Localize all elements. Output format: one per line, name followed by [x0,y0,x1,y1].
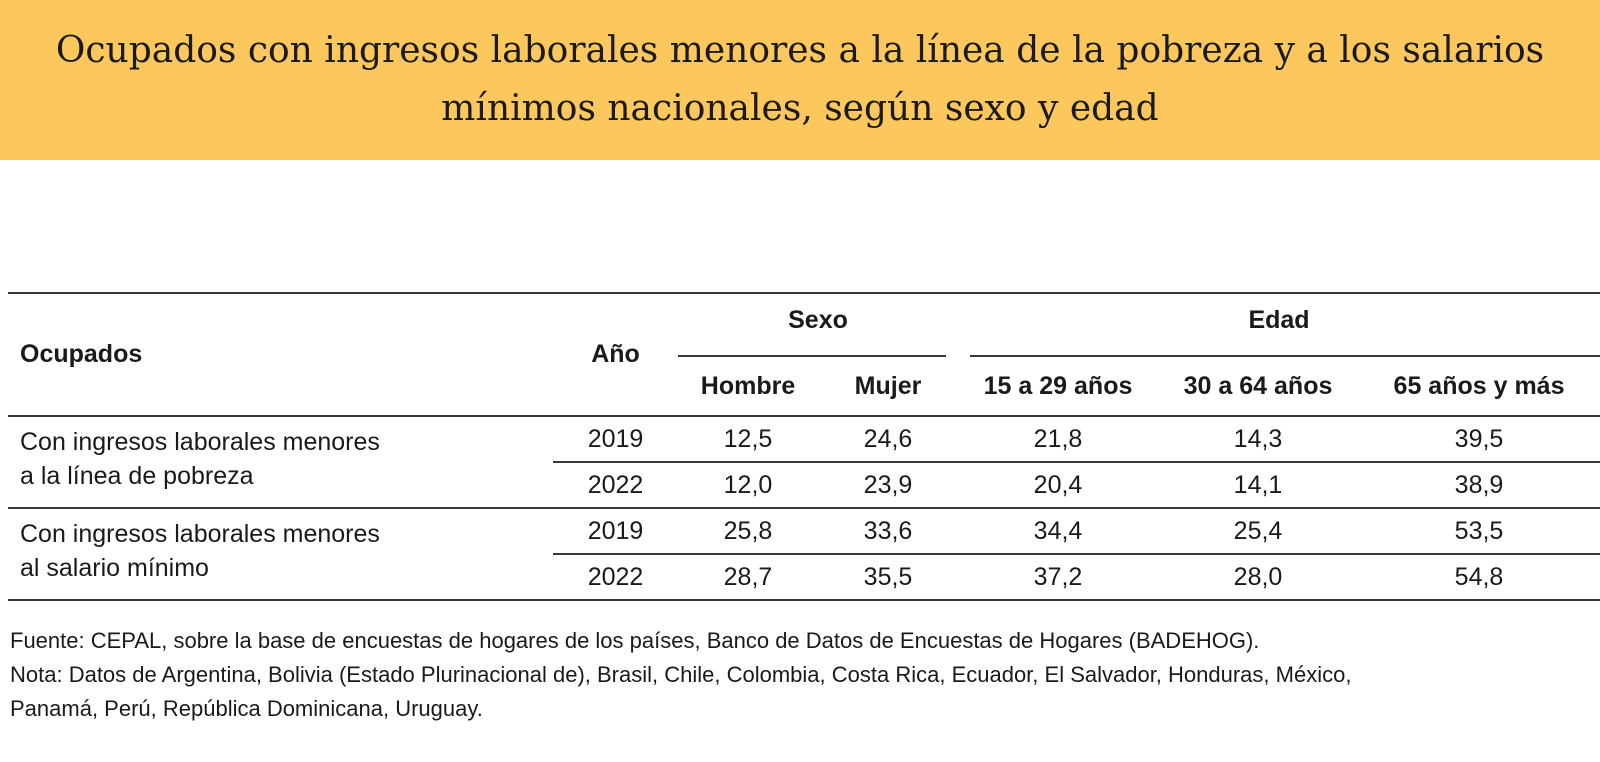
header-group-sexo [678,293,958,357]
header-sexo-label: Sexo [788,306,848,334]
table-notes [10,624,1600,726]
source-note: Fuente: CEPAL, sobre la base de encuestas de hogares de los países, Banco de Datos de Encuestas de Hogares (BADEHOG). [10,628,1260,653]
cell-year: 2019 [553,416,678,462]
header-anio: Año [591,340,640,368]
title-line-1: Ocupados con ingresos laborales menores a la línea de la pobreza y a los salarios [55,30,1545,71]
cell-year: 2022 [587,562,644,591]
cell-value: 14,3 [1158,416,1358,462]
cell-value: 20,4 [1033,470,1083,499]
cell-value: 54,8 [1454,562,1504,591]
row-label-salario [8,508,553,600]
cell-value: 12,5 [678,416,818,462]
cell-value: 12,0 [723,470,773,499]
data-table-container [8,292,1600,601]
header-15-29: 15 a 29 años [983,371,1133,400]
row-label-line: a la línea de pobreza [20,462,254,490]
header-mujer: Mujer [854,371,922,400]
cell-value: 39,5 [1358,416,1600,462]
cell-value: 37,2 [1033,562,1083,591]
header-65-mas: 65 años y más [1393,371,1565,400]
header-hombre: Hombre [700,371,796,400]
cell-value: 33,6 [818,508,958,554]
header-30-64: 30 a 64 años [1183,371,1333,400]
cell-value: 25,8 [678,508,818,554]
cell-value: 35,5 [863,562,913,591]
cell-value: 23,9 [863,470,913,499]
title-banner [0,0,1600,160]
table-row [8,416,1600,462]
cell-year: 2022 [587,470,644,499]
note-line-1: Nota: Datos de Argentina, Bolivia (Estado Plurinacional de), Brasil, Chile, Colombia, Costa Rica, Ecuador, El Salvador, Honduras, México, [10,662,1352,687]
header-ocupados: Ocupados [20,340,143,368]
cell-value: 24,6 [818,416,958,462]
cell-value: 28,7 [723,562,773,591]
header-group-edad [958,293,1600,357]
row-label-line: al salario mínimo [20,554,209,582]
header-edad-label: Edad [1248,306,1310,334]
table-row [8,508,1600,554]
header-edad-rule [970,355,1600,357]
cell-value: 53,5 [1358,508,1600,554]
page-title [10,22,1590,138]
row-label-line: Con ingresos laborales menores [20,520,380,548]
cell-value: 38,9 [1454,470,1504,499]
title-line-2: mínimos nacionales, según sexo y edad [441,88,1159,129]
note-line-2: Panamá, Perú, República Dominicana, Uruguay. [10,696,483,721]
cell-value: 21,8 [958,416,1158,462]
row-label-pobreza [8,416,553,508]
cell-value: 28,0 [1233,562,1283,591]
cell-value: 14,1 [1233,470,1283,499]
row-label-line: Con ingresos laborales menores [20,428,380,456]
cell-value: 25,4 [1158,508,1358,554]
header-sexo-rule [678,355,946,357]
cell-value: 34,4 [958,508,1158,554]
data-table [8,292,1600,601]
cell-year: 2019 [553,508,678,554]
